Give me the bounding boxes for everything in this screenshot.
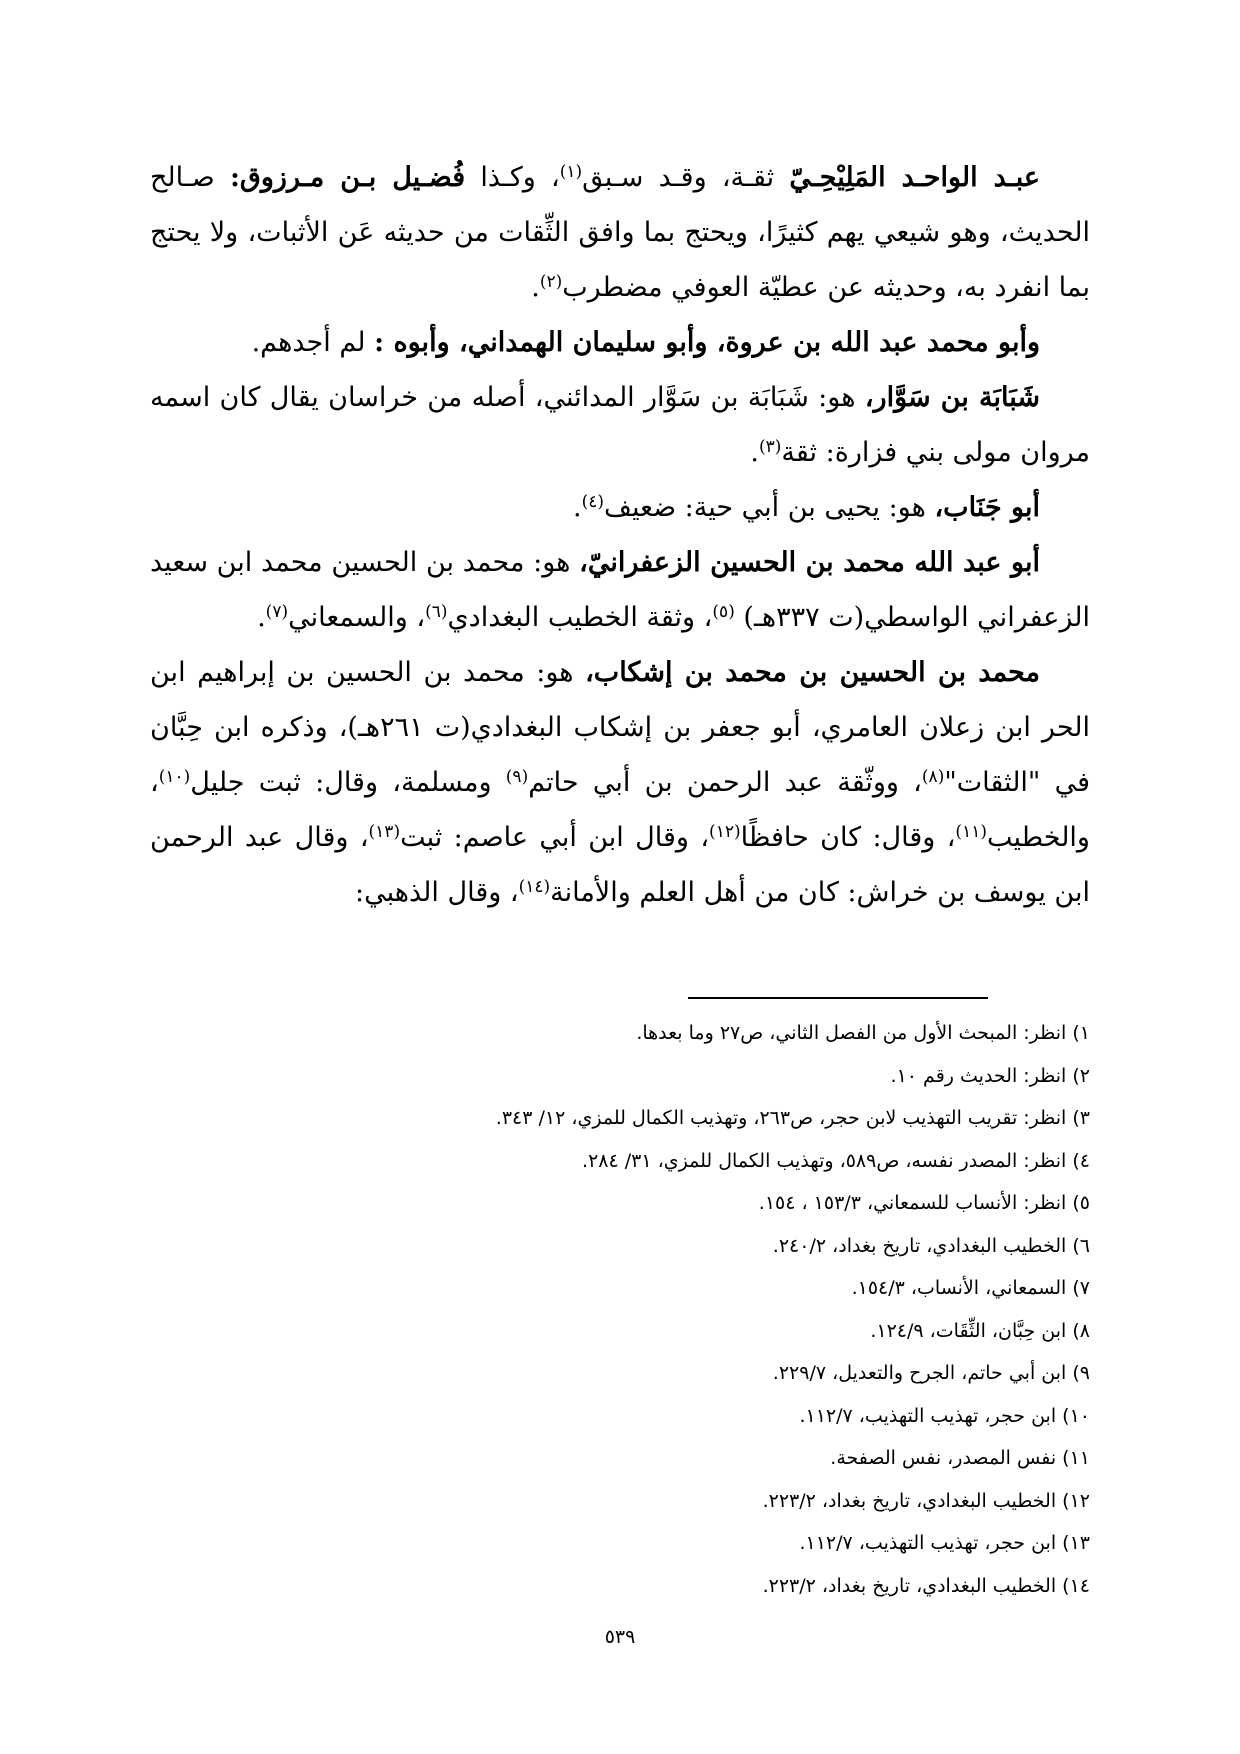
text-run: هو: محمد بن الحسين بن إبراهيم ابن الحر ابن زعلان العامري، أبو جعفر بن إشكاب البغدادي(ت ٢٦١هـ)، وذكره ابن حِبَّان في "الثقات" (150, 657, 1090, 798)
text-run: لم أجدهم. (251, 327, 375, 358)
footnote: ٣) انظر: تقريب التهذيب لابن حجر، ص٢٦٣، وتهذيب الكمال للمزي، ١٢/ ٣٤٣. (495, 1107, 1090, 1129)
footnote-ref: (٧) (265, 602, 289, 622)
text-run: ثقـة، وقـد سـبق (582, 162, 790, 193)
footnote-separator (688, 997, 988, 999)
text-run: ، وقال ابن أبي عاصم: ثبت (400, 822, 710, 853)
page-number: ٥٣٩ (604, 1626, 636, 1648)
footnote: ١٤) الخطيب البغدادي، تاريخ بغداد، ٢٢٣/٢. (762, 1574, 1090, 1597)
text-run: ، وكـذا (465, 162, 560, 193)
footnotes (150, 1012, 1090, 1607)
footnote: ٤) انظر: المصدر نفسه، ص٥٨٩، وتهذيب الكمال للمزي، ٣١/ ٢٨٤. (582, 1149, 1090, 1172)
footnote-ref: (٩) (505, 767, 529, 787)
narrator-name: شَبَابَة بن سَوَّار، (864, 382, 1041, 413)
narrator-name: فُضـيل بـن مـرزوق: (229, 162, 466, 193)
text-run: ، والخطيب (150, 767, 1090, 853)
narrator-name: وأبو محمد عبد الله بن عروة، وأبو سليمان الهمداني، وأبوه : (374, 327, 1040, 358)
text-run: ، والسمعاني (288, 602, 426, 633)
paragraph (150, 370, 1090, 480)
text-run: . (573, 492, 582, 523)
text-run: صـالح الحديث، وهو شيعي يهم كثيرًا، ويحتج بما وافق الثِّقات من حديثه عَن الأثبات، ولا يحتج بما انفرد به، وحديثه عن عطيّة العوفي مضطرب (150, 162, 1090, 303)
narrator-name: أبو عبد الله محمد بن الحسين الزعفرانيّ، (579, 547, 1040, 578)
text-run: ، وثقة الخطيب البغدادي (447, 602, 713, 633)
footnote: ٢) انظر: الحديث رقم ١٠. (890, 1064, 1090, 1087)
footnote: ٦) الخطيب البغدادي، تاريخ بغداد، ٢٤٠/٢. (772, 1234, 1090, 1257)
text-run: هو: يحيى بن أبي حية: ضعيف (604, 492, 935, 523)
paragraph (150, 480, 1090, 535)
text-run: هو: شَبَابَة بن سَوَّار المدائني، أصله من خراسان يقال كان اسمه مروان مولى بني فزارة: ثقة (150, 382, 1090, 468)
footnote: ١٢) الخطيب البغدادي، تاريخ بغداد، ٢٢٣/٢. (762, 1489, 1090, 1512)
narrator-name: أبو جَنَاب، (934, 492, 1040, 523)
footnote-ref: (١١) (955, 822, 987, 842)
text-run: ، وقال عبد الرحمن ابن يوسف بن خراش: كان من أهل العلم والأمانة (150, 822, 1090, 908)
footnote: ٧) السمعاني، الأنساب، ١٥٤/٣. (851, 1277, 1090, 1299)
footnote-ref: (٥) (712, 602, 735, 622)
paragraph (150, 315, 1090, 370)
footnote: ٥) انظر: الأنساب للسمعاني، ١٥٣/٣ ، ١٥٤. (758, 1192, 1090, 1214)
text-run: . (257, 602, 266, 633)
main-text (150, 150, 1090, 920)
narrator-name: عبـد الواحـد المَلِيْحِـيّ (789, 162, 1041, 193)
paragraph (150, 645, 1090, 920)
footnote: ٨) ابن حِبَّان، الثِّقَات، ١٢٤/٩. (870, 1319, 1090, 1342)
paragraph (150, 150, 1090, 315)
footnote-ref: (٤) (581, 492, 605, 512)
footnote: ١٣) ابن حجر، تهذيب التهذيب، ١١٢/٧. (799, 1532, 1090, 1554)
paragraph (150, 535, 1090, 645)
footnote-ref: (١) (559, 162, 583, 182)
footnote-ref: (٢) (539, 272, 563, 292)
footnote-ref: (١٢) (709, 822, 741, 842)
footnote-ref: (٨) (921, 767, 945, 787)
footnote-ref: (٣) (758, 437, 782, 457)
footnote-ref: (١٤) (518, 877, 551, 897)
narrator-name: محمد بن الحسين بن محمد بن إشكاب، (585, 657, 1041, 688)
text-run: هو: محمد بن الحسين محمد ابن سعيد الزعفراني الواسطي(ت ٣٣٧هـ) (150, 547, 1090, 633)
text-run: ، وقال الذهبي: (355, 877, 519, 908)
text-run: . (750, 437, 759, 468)
text-run: . (531, 272, 540, 303)
footnote-ref: (١٣) (368, 822, 401, 842)
text-run: ومسلمة، وقال: ثبت جليل (190, 767, 506, 798)
footnote-ref: (١٠) (158, 767, 191, 787)
footnote: ١) انظر: المبحث الأول من الفصل الثاني، ص٢٧ وما بعدها. (636, 1022, 1090, 1044)
footnote-ref: (٦) (425, 602, 448, 622)
text-run: ، ووثّقة عبد الرحمن بن أبي حاتم (528, 767, 922, 798)
footnote: ١٠) ابن حجر، تهذيب التهذيب، ١١٢/٧. (799, 1404, 1090, 1427)
footnote: ١١) نفس المصدر، نفس الصفحة. (830, 1447, 1090, 1469)
footnote: ٩) ابن أبي حاتم، الجرح والتعديل، ٢٢٩/٧. (772, 1362, 1090, 1384)
text-run: ، وقال: كان حافظًا (740, 822, 956, 853)
